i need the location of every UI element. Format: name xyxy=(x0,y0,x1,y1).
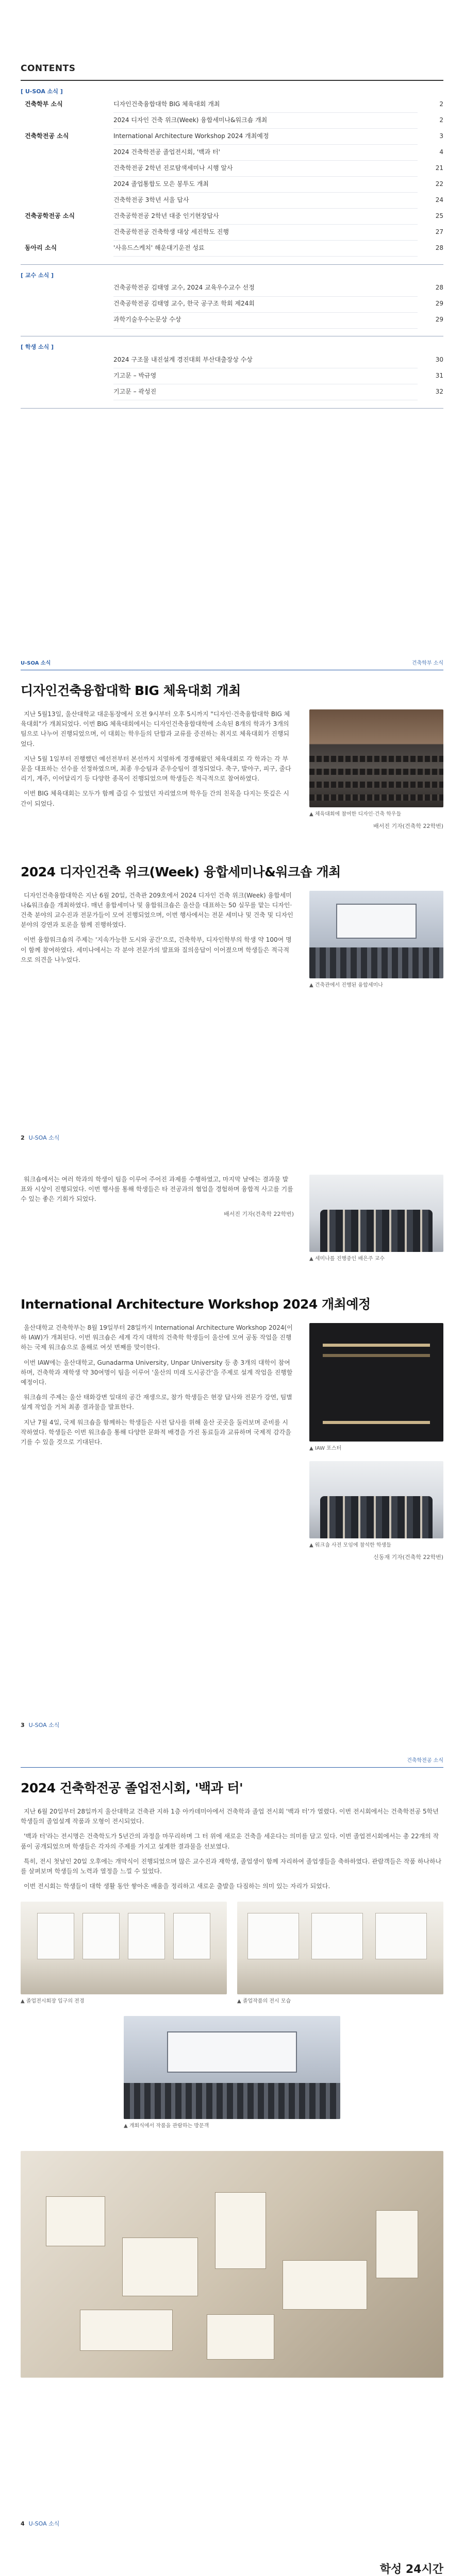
byline: 배서진 기자(건축학 22학번) xyxy=(373,823,443,829)
photo-exhibition-works xyxy=(237,1902,443,1994)
toc-entry[interactable] xyxy=(21,371,443,387)
toc-entry-page: 28 xyxy=(435,284,443,292)
toc-entry-title: '사유드스케치' 해운대기운전 성료 xyxy=(113,243,418,257)
photo-center xyxy=(124,2016,340,2130)
page-4 xyxy=(0,1747,464,2545)
toc-entry-title: 기고문 – 박규영 xyxy=(113,371,418,384)
page-number: 2 U-SOA 소식 xyxy=(21,1134,60,1141)
toc-entry-page: 29 xyxy=(435,300,443,308)
toc-entry[interactable] xyxy=(21,299,443,315)
toc-entry-title: 2024 졸업통합도 모은 봉투도 개최 xyxy=(113,179,418,193)
article-body xyxy=(21,1323,294,1550)
toc-entry-page: 30 xyxy=(435,355,443,363)
toc-entry-page: 29 xyxy=(435,316,443,324)
toc-entry[interactable] xyxy=(21,355,443,371)
paragraph: 지난 5월13일, 울산대학교 대운동장에서 오전 9시부터 오후 5시까지 "디자인·건축융합대학 BIG 체육대회"가 개최되었다. 이번 BIG 체육대회에서는 디자인건축융합대학에 소속된 8개의 학과가 3개의 팀으로 나누어 진행되었으며, 이 대회는 학우들의 단합과 교류를 증진하는 취지로 체육대회가 진행되었다. xyxy=(21,710,290,748)
toc-entry[interactable] xyxy=(21,147,443,163)
toc-group xyxy=(21,336,443,409)
photo-caption: ▲ 워크숍 사전 모임에 참석한 학생들 xyxy=(309,1541,443,1550)
toc-entry[interactable] xyxy=(21,179,443,195)
toc-group xyxy=(21,81,443,265)
paragraph: 디자인건축융합대학은 지난 6월 20일, 건축관 209호에서 2024 디자인 건축 위크(Week) 융합세미나&워크숍을 개최하였다. 매년 융합세미나 및 융합워크숍은 울산을 대표하는 50 실무를 맡는 디자인·건축 분야의 교수진과 전문가들이 모여 진행되었으며, 이번 행사에서는 전문 세미나 및 건축 및 디자인 분야의 강연과 토론을 함께 진행하였다. xyxy=(21,891,293,929)
article-body xyxy=(21,709,294,819)
section-category: 건축학전공 소식 xyxy=(407,1758,443,1764)
photo-seminar-hall xyxy=(309,891,443,978)
toc-entry-cat: 건축공학전공 소식 xyxy=(25,212,75,219)
paragraph: 이번 IAW에는 울산대학교, Gunadarma University, Unpar University 등 총 3개의 대학이 참여하며, 건축학과 재학생 약 30여명이 팀을 이루어 '울산의 미래 도시공간'을 주제로 설계 작업을 진행할 예정이다. xyxy=(21,1359,293,1386)
paragraph: 이번 융합워크숍의 주제는 '지속가능한 도시와 공간'으로, 건축학부, 디자인학부의 학생 약 100여 명이 함께 참여하였다. 세미나에서는 각 분야 전문가의 발표와 질의응답이 이어졌으며 학생들은 적극적으로 의견을 나누었다. xyxy=(21,936,292,963)
photo-opening-ceremony xyxy=(124,2016,340,2119)
paragraph: '백과 터'라는 전시명은 건축학도가 5년간의 과정을 마무리하며 그 터 위에 새로운 건축을 세운다는 의미를 담고 있다. 이번 졸업전시회에서는 총 22개의 작품이 공개되었으며 학생들은 각자의 주제를 가지고 설계한 결과물을 선보였다. xyxy=(21,1833,439,1850)
photo-caption: ▲ 세미나를 진행중인 배은주 교수 xyxy=(309,1255,443,1263)
toc xyxy=(21,81,443,409)
toc-entry-page: 24 xyxy=(435,196,443,204)
toc-entry-title: 건축공학전공 김태영 교수, 한국 공구조 학회 제24회 xyxy=(113,299,418,312)
page-number: 3 U-SOA 소식 xyxy=(21,1722,60,1728)
photo-caption: ▲ 체육대회에 참여한 디자인·건축 학우들 xyxy=(309,810,443,819)
photo-iaw-poster xyxy=(309,1323,443,1442)
photo-auditorium xyxy=(309,709,443,807)
toc-group xyxy=(21,265,443,337)
toc-entry[interactable] xyxy=(21,131,443,147)
toc-entry-title: 2024 건축학전공 졸업전시회, '백과 터' xyxy=(113,147,418,161)
photo-caption: ▲ 개회식에서 작품을 관람하는 방문객 xyxy=(124,2122,340,2130)
article-body xyxy=(21,891,294,990)
photo-exhibition-entrance xyxy=(21,1902,227,1994)
toc-entry[interactable] xyxy=(21,243,443,259)
article-body-continued: 워크숍에서는 여러 학과의 학생이 팀을 이루어 주어진 과제를 수행하였고, 마지막 날에는 결과물 발표와 시상이 진행되었다. 이번 행사를 통해 학생들은 타 전공과의 협업을 경험하며 융합적 사고를 기를 수 있는 좋은 기회가 되었다. 배서진 기자(건축학 22학번) xyxy=(21,1175,294,1263)
toc-entry[interactable] xyxy=(21,387,443,403)
paragraph: 이번 BIG 체육대회는 모두가 함께 즐길 수 있었던 자리였으며 학우들 간의 친목을 다지는 뜻깊은 시간이 되었다. xyxy=(21,790,289,807)
paragraph: 워크숍의 주제는 울산 태화강변 일대의 공간 재생으로, 참가 학생들은 현장 답사와 전문가 강연, 팀별 설계 작업을 거쳐 최종 결과물을 발표한다. xyxy=(21,1394,292,1411)
toc-group-label: [ 학생 소식 ] xyxy=(21,344,54,351)
article-photo xyxy=(309,891,443,990)
photo-workshop-group xyxy=(309,1461,443,1538)
paragraph: 울산대학교 건축학부는 8월 19일부터 28일까지 International Architecture Workshop 2024(이하 IAW)가 개최된다. 이번 워크숍은 세계 각지 대학의 건축학 학생들이 울산에 모여 공동 작업을 진행하는 국제 워크숍으로 올해로 여섯 번째를 맞이한다. xyxy=(21,1324,293,1351)
toc-entry-cat: 동아리 소식 xyxy=(25,244,57,251)
toc-entry-title: 건축공학전공 건축학생 대상 세진학도 진행 xyxy=(113,227,418,241)
toc-group-label: [ U-SOA 소식 ] xyxy=(21,88,63,95)
toc-entry-title: 건축학전공 3학년 서울 답사 xyxy=(113,195,418,209)
toc-entry-page: 32 xyxy=(435,387,443,395)
toc-entry[interactable] xyxy=(21,283,443,299)
toc-entry[interactable] xyxy=(21,227,443,243)
page-number: 4 U-SOA 소식 xyxy=(21,2520,60,2527)
article-title: 2024 건축학전공 졸업전시회, '백과 터' xyxy=(21,1781,243,1795)
article-photo xyxy=(309,1175,443,1263)
toc-entry-page: 28 xyxy=(435,244,443,251)
toc-entry-page: 22 xyxy=(435,180,443,188)
toc-entry[interactable] xyxy=(21,211,443,227)
toc-entry-page: 2 xyxy=(439,100,443,108)
paragraph: 지난 7월 4일, 국제 워크숍을 함께하는 학생들은 사전 답사를 위해 울산 곳곳을 둘러보며 준비를 시작하였다. 학생들은 이번 워크숍을 통해 다양한 문화적 배경을 가진 동료들과 교류하며 국제적 감각을 기를 수 있을 것으로 기대된다. xyxy=(21,1418,291,1446)
article-photo xyxy=(309,709,443,819)
photo-presenter xyxy=(309,1175,443,1252)
page-2 xyxy=(0,649,464,1164)
page-5 xyxy=(0,2545,464,2576)
paragraph: 특히, 전시 첫날인 20일 오후에는 개막식이 진행되었으며 많은 교수진과 재학생, 졸업생이 함께 자리하여 졸업생들을 축하하였다. 관람객들은 작품 하나하나를 살펴보며 학생들의 노력과 열정을 느낄 수 있었다. xyxy=(21,1857,442,1875)
toc-entry-title: 2024 디자인 건축 위크(Week) 융합세미나&워크숍 개최 xyxy=(113,115,418,129)
paragraph: 지난 5월 1일부터 진행했던 예선전부터 본선까지 치열하게 경쟁해왔던 체육대회로 각 학과는 각 부문을 대표하는 선수를 선정하였으며, 최종 우승팀과 준우승팀이 결정되었다. 축구, 발야구, 피구, 줄다리기, 계주, 이어달리기 등 다양한 종목이 진행되었으며 학생들은 적극적으로 참여하였다. xyxy=(21,755,291,783)
paragraph: 지난 6월 20일부터 28일까지 울산대학교 건축관 지하 1층 아카데미아에서 건축학과 졸업 전시회 '백과 터'가 열렸다. 이번 전시회에서는 건축학전공 5학년 학생들의 졸업설계 작품과 모형이 전시되었다. xyxy=(21,1808,439,1825)
toc-entry[interactable] xyxy=(21,163,443,179)
toc-entry-title: 디자인건축융합대학 BIG 체육대회 개최 xyxy=(113,99,418,113)
column-header xyxy=(21,2561,443,2576)
byline: 신동재 기자(건축학 22학번) xyxy=(373,1554,443,1561)
toc-entry[interactable] xyxy=(21,115,443,131)
column-title: 학성 24시간 xyxy=(379,2563,443,2576)
toc-entry-page: 21 xyxy=(435,164,443,172)
article-title: 2024 디자인건축 위크(Week) 융합세미나&워크숍 개최 xyxy=(21,864,341,879)
toc-entry-page: 3 xyxy=(439,132,443,140)
toc-entry-title: 과학기술우수논문상 수상 xyxy=(113,315,418,328)
toc-entry-title: International Architecture Workshop 2024 개최예정 xyxy=(113,131,418,145)
toc-group-label: [ 교수 소식 ] xyxy=(21,272,54,279)
page-3 xyxy=(0,1164,464,1747)
toc-entry-page: 31 xyxy=(435,371,443,379)
article-photos xyxy=(309,1323,443,1550)
contents-section xyxy=(0,0,464,649)
article-title: 디자인건축융합대학 BIG 체육대회 개최 xyxy=(21,683,241,698)
photo-caption: ▲ 건축관에서 진행된 융합세미나 xyxy=(309,981,443,990)
toc-entry[interactable] xyxy=(21,315,443,331)
photo-architecture-models xyxy=(21,2151,443,2378)
toc-entry[interactable] xyxy=(21,99,443,115)
paragraph: 이번 전시회는 학생들이 대학 생활 동안 쌓아온 배움을 정리하고 새로운 출발을 다짐하는 의미 있는 자리가 되었다. xyxy=(24,1883,330,1890)
byline: 배서진 기자(건축학 22학번) xyxy=(224,1210,294,1217)
section-tag: U-SOA 소식 xyxy=(21,660,51,666)
contents-title: CONTENTS xyxy=(21,62,443,81)
article-title: International Architecture Workshop 2024 개최예정 xyxy=(21,1297,371,1312)
toc-entry-title: 건축학전공 2학년 진로탐색세미나 시행 알사 xyxy=(113,163,418,177)
toc-entry-title: 건축공학전공 김태영 교수, 2024 교육우수교수 선정 xyxy=(113,283,418,296)
photo-caption: ▲ 졸업전시회장 입구의 전경 xyxy=(21,1997,227,2006)
toc-entry-cat: 건축학전공 소식 xyxy=(25,132,69,140)
toc-entry[interactable] xyxy=(21,195,443,211)
photo-caption: ▲ 졸업작품의 전시 모습 xyxy=(237,1997,443,2006)
toc-entry-title: 2024 구조물 내진설계 경진대회 부산대출장상 수상 xyxy=(113,355,418,368)
section-header xyxy=(21,1757,443,1768)
toc-entry-cat: 건축학부 소식 xyxy=(25,100,63,108)
toc-entry-page: 4 xyxy=(439,148,443,156)
toc-entry-page: 2 xyxy=(439,116,443,124)
section-header xyxy=(21,659,443,670)
toc-entry-title: 건축공학전공 2학년 대중 인기현장답사 xyxy=(113,211,418,225)
toc-entry-title: 기고문 – 곽성진 xyxy=(113,387,418,400)
article-body xyxy=(21,1807,443,1891)
photo-caption: ▲ IAW 포스터 xyxy=(309,1445,443,1453)
photo-row xyxy=(21,1902,443,2006)
toc-entry-page: 25 xyxy=(435,212,443,219)
toc-entry-page: 27 xyxy=(435,228,443,235)
section-category: 건축학부 소식 xyxy=(411,660,443,666)
